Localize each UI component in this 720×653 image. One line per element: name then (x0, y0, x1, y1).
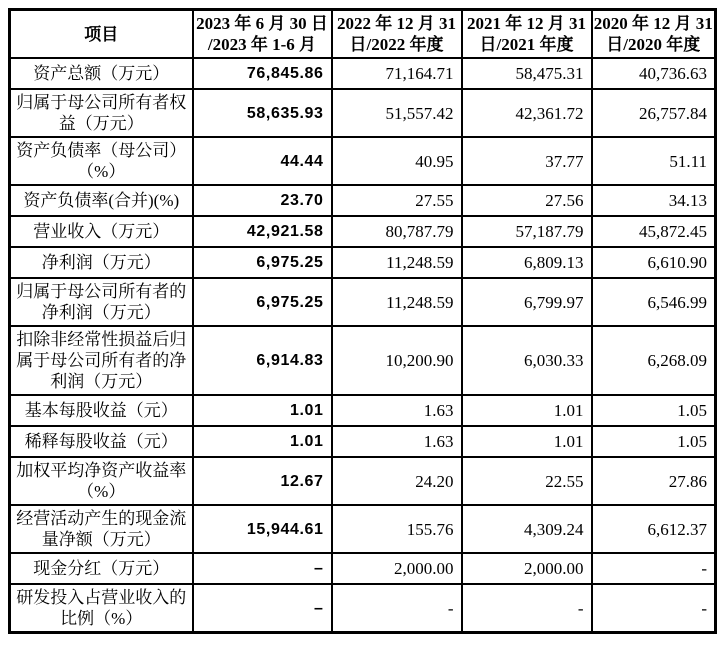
table-row (10, 457, 716, 505)
table-row (10, 137, 716, 185)
cell-value: 51.11 (592, 137, 716, 185)
header-period-2021-line1: 2021 年 12 月 31 (467, 14, 586, 33)
header-item: 项目 (10, 10, 193, 59)
cell-value: 6,268.09 (592, 326, 716, 395)
table-row (10, 216, 716, 247)
cell-value: 44.44 (193, 137, 332, 185)
row-label: 研发投入占营业收入的比例（%） (10, 584, 193, 633)
cell-value: 58,475.31 (462, 58, 592, 89)
header-period-2023-line2: /2023 年 1-6 月 (207, 35, 317, 54)
cell-value: – (193, 584, 332, 633)
cell-value: 1.01 (193, 395, 332, 426)
cell-value: 40.95 (332, 137, 462, 185)
cell-value: 15,944.61 (193, 505, 332, 553)
cell-value: 24.20 (332, 457, 462, 505)
cell-value: 42,361.72 (462, 89, 592, 137)
cell-value: 1.01 (193, 426, 332, 457)
cell-value: 6,809.13 (462, 247, 592, 278)
cell-value: 26,757.84 (592, 89, 716, 137)
header-period-2021 (462, 10, 592, 59)
financial-summary-table (8, 8, 717, 634)
row-label: 资产负债率（母公司）（%） (10, 137, 193, 185)
header-period-2020 (592, 10, 716, 59)
cell-value: – (193, 553, 332, 584)
cell-value: 2,000.00 (462, 553, 592, 584)
header-period-2023 (193, 10, 332, 59)
cell-value: 45,872.45 (592, 216, 716, 247)
table-row (10, 395, 716, 426)
cell-value: 34.13 (592, 185, 716, 216)
cell-value: - (592, 584, 716, 633)
cell-value: 2,000.00 (332, 553, 462, 584)
header-period-2022 (332, 10, 462, 59)
cell-value: 27.86 (592, 457, 716, 505)
table-row (10, 58, 716, 89)
cell-value: 42,921.58 (193, 216, 332, 247)
cell-value: 1.63 (332, 426, 462, 457)
cell-value: - (332, 584, 462, 633)
table-row (10, 89, 716, 137)
cell-value: 10,200.90 (332, 326, 462, 395)
cell-value: 6,030.33 (462, 326, 592, 395)
table-row (10, 185, 716, 216)
cell-value: 6,799.97 (462, 278, 592, 326)
row-label: 营业收入（万元） (10, 216, 193, 247)
cell-value: 27.56 (462, 185, 592, 216)
row-label: 加权平均净资产收益率（%） (10, 457, 193, 505)
cell-value: - (592, 553, 716, 584)
row-label: 基本每股收益（元） (10, 395, 193, 426)
row-label: 稀释每股收益（元） (10, 426, 193, 457)
table-row (10, 553, 716, 584)
cell-value: 11,248.59 (332, 278, 462, 326)
header-period-2020-line2: 日/2020 年度 (606, 35, 701, 54)
header-period-2022-line2: 日/2022 年度 (349, 35, 444, 54)
table-row (10, 326, 716, 395)
cell-value: 155.76 (332, 505, 462, 553)
cell-value: 11,248.59 (332, 247, 462, 278)
row-label: 现金分红（万元） (10, 553, 193, 584)
header-period-2020-line1: 2020 年 12 月 31 (593, 14, 713, 33)
cell-value: 1.01 (462, 426, 592, 457)
table-row (10, 247, 716, 278)
cell-value: 6,975.25 (193, 278, 332, 326)
cell-value: 1.01 (462, 395, 592, 426)
header-row (10, 10, 716, 59)
row-label: 扣除非经常性损益后归属于母公司所有者的净利润（万元） (10, 326, 193, 395)
row-label: 资产负债率(合并)(%) (10, 185, 193, 216)
cell-value: 51,557.42 (332, 89, 462, 137)
row-label: 净利润（万元） (10, 247, 193, 278)
cell-value: 6,914.83 (193, 326, 332, 395)
cell-value: 23.70 (193, 185, 332, 216)
table-row (10, 426, 716, 457)
cell-value: 71,164.71 (332, 58, 462, 89)
table-row (10, 584, 716, 633)
header-period-2021-line2: 日/2021 年度 (479, 35, 574, 54)
header-period-2023-line1: 2023 年 6 月 30 日 (196, 14, 328, 33)
cell-value: 6,975.25 (193, 247, 332, 278)
cell-value: 27.55 (332, 185, 462, 216)
cell-value: 40,736.63 (592, 58, 716, 89)
cell-value: 1.05 (592, 395, 716, 426)
cell-value: - (462, 584, 592, 633)
cell-value: 1.05 (592, 426, 716, 457)
cell-value: 76,845.86 (193, 58, 332, 89)
cell-value: 6,612.37 (592, 505, 716, 553)
row-label: 归属于母公司所有者的净利润（万元） (10, 278, 193, 326)
row-label: 资产总额（万元） (10, 58, 193, 89)
cell-value: 4,309.24 (462, 505, 592, 553)
header-period-2022-line1: 2022 年 12 月 31 (337, 14, 456, 33)
cell-value: 6,610.90 (592, 247, 716, 278)
cell-value: 37.77 (462, 137, 592, 185)
cell-value: 58,635.93 (193, 89, 332, 137)
cell-value: 12.67 (193, 457, 332, 505)
table-row (10, 278, 716, 326)
cell-value: 57,187.79 (462, 216, 592, 247)
cell-value: 80,787.79 (332, 216, 462, 247)
row-label: 经营活动产生的现金流量净额（万元） (10, 505, 193, 553)
row-label: 归属于母公司所有者权益（万元） (10, 89, 193, 137)
cell-value: 22.55 (462, 457, 592, 505)
cell-value: 1.63 (332, 395, 462, 426)
table-row (10, 505, 716, 553)
cell-value: 6,546.99 (592, 278, 716, 326)
